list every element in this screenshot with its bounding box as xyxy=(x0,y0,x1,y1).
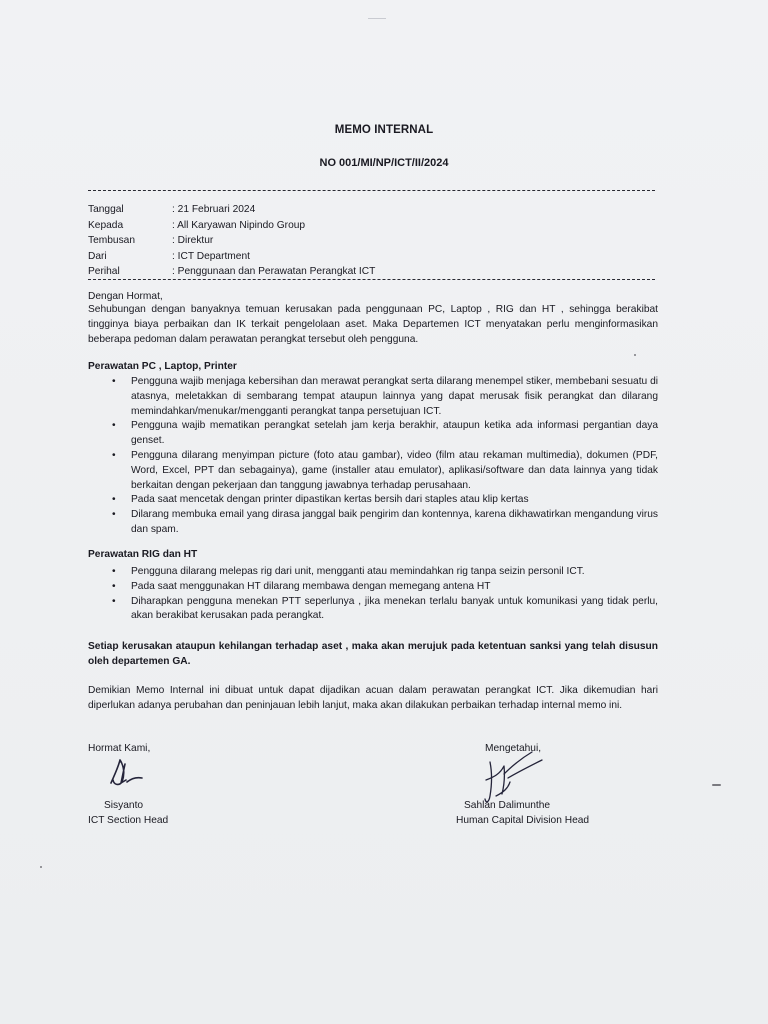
list-item-text: Pada saat menggunakan HT dilarang membawa dengan memegang antena HT xyxy=(131,580,491,592)
right-greeting: Mengetahui, xyxy=(485,743,542,754)
list-item-text: Diharapkan pengguna menekan PTT seperlunya , jika menekan terlalu banyak untuk komunikasi yang tidak perlu, akan berakibat kerusakan pada perangkat. xyxy=(131,595,658,622)
list-item xyxy=(88,580,658,595)
scan-speck xyxy=(368,18,386,19)
section-heading-pc: Perawatan PC , Laptop, Printer xyxy=(88,361,237,372)
list-item xyxy=(88,449,658,493)
bullet-icon: • xyxy=(112,595,116,607)
intro-paragraph: Sehubungan dengan banyaknya temuan kerusakan pada penggunaan PC, Laptop , RIG dan HT , sehingga berakibat tingginya biaya perbaikan dan IK terkait pengelolaan aset. Maka Departemen ICT menyatakan perlu menginformasikan beberapa pedoman dalam perawatan perangkat tersebut oleh pengguna. xyxy=(88,304,658,345)
list-item xyxy=(88,565,658,580)
right-signer-position: Human Capital Division Head xyxy=(456,815,590,826)
list-item xyxy=(88,375,658,419)
meta-label: Kepada xyxy=(88,219,124,231)
bullet-icon: • xyxy=(112,509,116,521)
meta-row-from xyxy=(88,249,375,265)
meta-value: : Penggunaan dan Perawatan Perangkat ICT xyxy=(172,266,376,277)
divider-top xyxy=(88,190,655,191)
left-greeting: Hormat Kami, xyxy=(88,743,151,754)
bullet-icon: • xyxy=(112,449,116,461)
bullet-icon: • xyxy=(112,494,116,506)
meta-row-date xyxy=(88,202,375,218)
list-item xyxy=(88,419,658,449)
bullet-icon: • xyxy=(112,566,116,577)
divider-bottom xyxy=(88,279,655,280)
meta-value: : ICT Department xyxy=(172,250,250,262)
list-item-text: Pengguna wajib mematikan perangkat setelah jam kerja berakhir, ataupun ketika ada informasi pergantian daya genset. xyxy=(131,420,658,447)
right-signer-name: Sahlan Dalimunthe xyxy=(464,800,551,811)
closing-paragraph: Demikian Memo Internal ini dibuat untuk dapat dijadikan acuan dalam perawatan perangkat ICT. Jika dikemudian hari diperlukan adanya perubahan dan peninjauan lebih lanjut, maka akan dilakukan perbaikan terhadap internal memo ini. xyxy=(88,685,658,711)
bullet-icon: • xyxy=(112,580,116,592)
meta-row-subject xyxy=(88,264,375,280)
meta-value: : All Karyawan Nipindo Group xyxy=(172,219,306,231)
bullet-list-pc xyxy=(88,375,658,538)
left-signature-image xyxy=(104,756,150,792)
meta-value: : Direktur xyxy=(172,235,214,246)
list-item xyxy=(88,493,658,508)
list-item xyxy=(88,508,658,538)
salutation: Dengan Hormat, xyxy=(88,291,163,302)
memo-meta xyxy=(88,202,375,280)
meta-label: Perihal xyxy=(88,266,120,277)
left-signer-position: ICT Section Head xyxy=(88,815,169,826)
meta-value: : 21 Februari 2024 xyxy=(172,204,256,215)
meta-row-to xyxy=(88,218,375,234)
scan-speck xyxy=(40,866,42,868)
list-item xyxy=(88,595,658,625)
meta-row-cc xyxy=(88,233,375,249)
bullet-list-rig xyxy=(88,565,658,624)
meta-label: Tembusan xyxy=(88,235,136,246)
sanction-warning: Setiap kerusakan ataupun kehilangan terhadap aset , maka akan merujuk pada ketentuan sanksi yang telah disusun oleh departemen GA. xyxy=(88,641,658,667)
list-item-text: Pengguna dilarang menyimpan picture (foto atau gambar), video (film atau rekaman multimedia), dokumen (PDF, Word, Excel, PPT dan sebagainya), game (installer atau emulator), aplikasi/software dan data lainnya yang tidak berkaitan dengan pekerjaan dan tanggung jawabnya terhadap perusahaan. xyxy=(131,449,658,491)
list-item-text: Pengguna wajib menjaga kebersihan dan merawat perangkat serta dilarang menempel stiker, membebani sesuatu di atasnya, meletakkan di sembarang tempat ataupun lainnya yang dapat merusak fisik perangkat dan dilarang memindahkan/menukar/mengganti perangkat tanpa persetujuan ICT. xyxy=(131,376,658,417)
list-item-text: Pengguna dilarang melepas rig dari unit, mengganti atau memindahkan rig tanpa seizin personil ICT. xyxy=(131,566,585,577)
scan-speck xyxy=(634,354,636,356)
meta-label: Tanggal xyxy=(88,204,124,215)
bullet-icon: • xyxy=(112,376,116,387)
memo-title: MEMO INTERNAL xyxy=(334,124,434,136)
meta-label: Dari xyxy=(88,250,107,262)
section-heading-rig: Perawatan RIG dan HT xyxy=(88,549,198,560)
list-item-text: Dilarang membuka email yang dirasa janggal baik pengirim dan kontennya, karena dikhawatirkan mengandung virus dan spam. xyxy=(131,509,658,535)
scan-speck xyxy=(712,784,721,786)
memo-number: NO 001/MI/NP/ICT/II/2024 xyxy=(319,157,449,169)
left-signer-name: Sisyanto xyxy=(104,800,144,811)
bullet-icon: • xyxy=(112,420,116,432)
list-item-text: Pada saat mencetak dengan printer dipastikan kertas bersih dari staples atau klip kertas xyxy=(131,494,529,506)
